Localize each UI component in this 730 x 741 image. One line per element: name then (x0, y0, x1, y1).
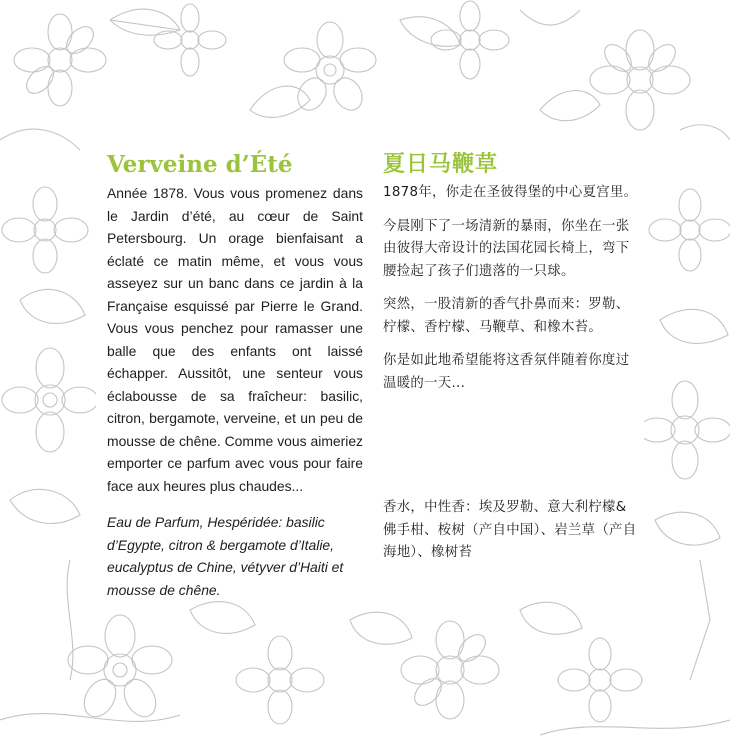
flower-illustration (639, 381, 730, 479)
flower-illustration (284, 22, 376, 115)
chinese-title: 夏日马鞭草 (383, 152, 499, 177)
french-column (107, 150, 363, 601)
flower-illustration (558, 638, 642, 722)
flower-illustration (2, 348, 98, 452)
chinese-column (383, 150, 638, 590)
flower-illustration (649, 189, 730, 271)
flower-illustration (590, 30, 690, 130)
chinese-paragraph: 1878年，你走在圣彼得堡的中心夏宫里。 (383, 185, 638, 200)
flower-illustration (68, 615, 172, 722)
flower-illustration (236, 636, 324, 724)
flower-illustration (401, 621, 499, 719)
chinese-paragraph: 你是如此地希望能将这香氛伴随着你度过温暖的一天... (383, 353, 630, 391)
flower-illustration (2, 187, 88, 273)
french-title: Verveine d’Été (107, 151, 293, 178)
chinese-paragraph: 今晨刚下了一场清新的暴雨，你坐在一张由彼得大帝设计的法国花园长椅上，弯下腰捡起了孩子们遗落的一只球。 (383, 218, 630, 279)
french-body: Année 1878. Vous vous promenez dans le Jardin d’été, au cœur de Saint Petersbourg. Un orage bienfaisant a éclaté ce matin même, et vous vous asseyez sur un banc dans ce jardin à la Française esquissé par Pierre le Grand. Vous vous penchez pour ramasser une balle que des enfants ont laissé échapper. Aussitôt, une senteur vous éclabousse de sa fraîcheur: basilic, citron, bergamote, verveine, et un peu de mousse de chêne. Comme vous aimeriez emporter ce parfum avec vous pour faire face aux heures plus chaudes... (107, 185, 363, 494)
flower-illustration (431, 1, 509, 79)
chinese-fragrance-notes: 香水，中性香：埃及罗勒、意大利柠檬&佛手柑、桉树（产自中国）、岩兰草（产自海地）、橡树苔 (383, 500, 637, 560)
chinese-paragraph: 突然，一股清新的香气扑鼻而来：罗勒、柠檬、香柠檬、马鞭草、和橡木苔。 (383, 297, 630, 335)
french-fragrance-notes: Eau de Parfum, Hespéridée: basilic d’Egypte, citron & bergamote d’Italie, eucalyptus de Chine, vétyver d’Haiti et mousse de chêne. (107, 514, 344, 598)
flower-illustration (14, 14, 106, 106)
